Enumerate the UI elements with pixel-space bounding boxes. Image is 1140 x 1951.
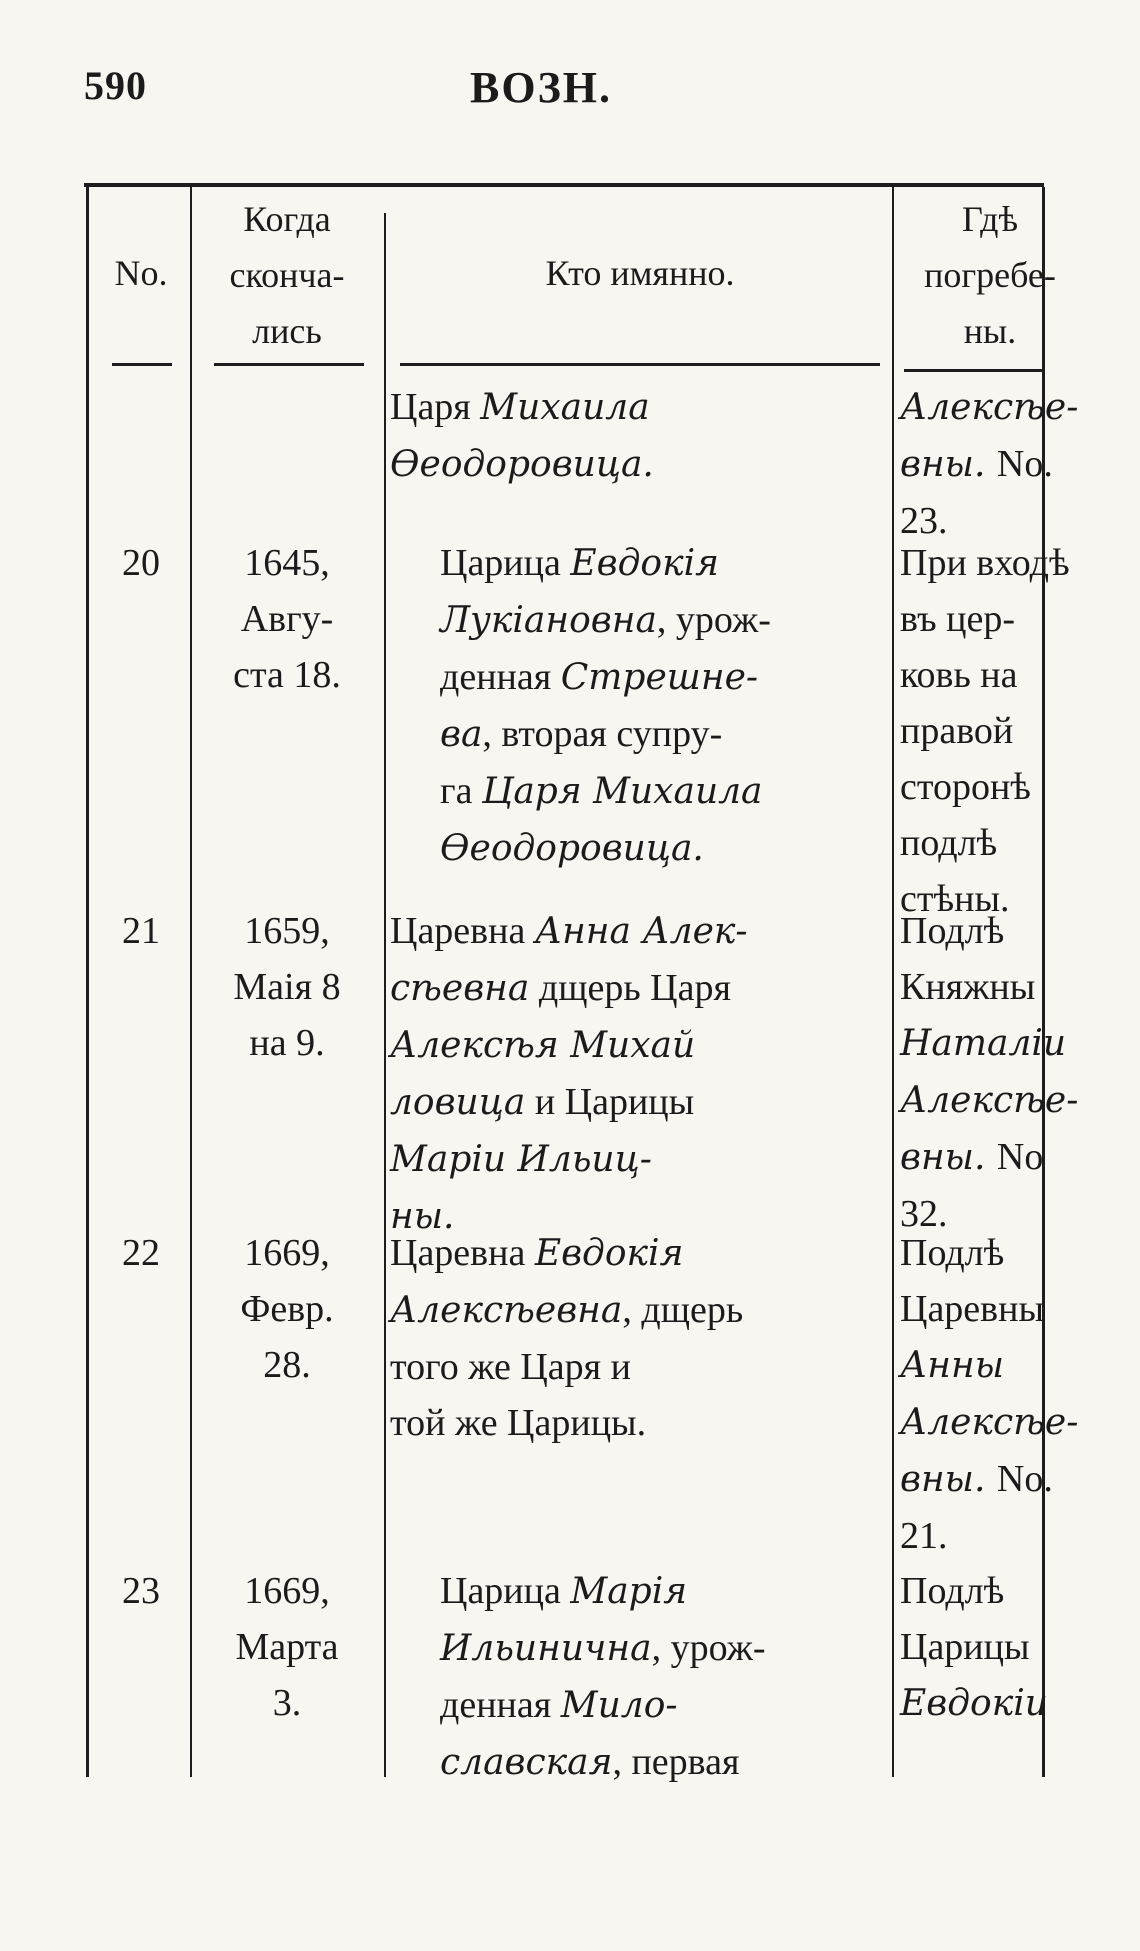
italic-span: Анны (900, 1345, 1005, 1386)
date-line: на 9. (249, 1022, 325, 1064)
italic-span: Ѳеодоровица. (440, 828, 704, 869)
roman-span: Царевны (900, 1288, 1044, 1330)
text-line (900, 1281, 1080, 1337)
roman-span: 21. (900, 1515, 948, 1557)
text-line (390, 960, 890, 1017)
text-line (390, 903, 890, 960)
column-header-line: No. (114, 253, 168, 293)
roman-span: No (996, 1136, 1044, 1178)
text-line (900, 1451, 1080, 1508)
table-header-rule-name (400, 363, 880, 366)
row-place (900, 1225, 1080, 1564)
text-line (900, 647, 1080, 703)
text-line (900, 1337, 1080, 1394)
italic-span: вны. (900, 1137, 997, 1178)
italic-span: ловица (390, 1082, 526, 1123)
text-line (440, 649, 890, 706)
roman-span: ковь на (900, 654, 1018, 696)
text-line (390, 1282, 890, 1339)
text-line (900, 1394, 1080, 1451)
text-line (900, 1072, 1080, 1129)
date-line: 1659, (244, 910, 330, 952)
roman-span: Подлѣ (900, 910, 1005, 952)
row-name (390, 1563, 890, 1791)
italic-span: вны. (900, 1459, 997, 1500)
column-header-where (900, 191, 1080, 359)
italic-span: Стрешне- (560, 657, 759, 698)
roman-span: , первая (612, 1741, 740, 1783)
row-date (197, 535, 377, 703)
roman-span: , вторая супру- (482, 713, 723, 755)
row-name (390, 1225, 890, 1451)
column-header-line: Когда (243, 199, 331, 239)
table-left-rule (86, 187, 89, 1777)
italic-span: Царя Михаила (481, 771, 763, 812)
italic-span: Михаила (480, 387, 650, 428)
date-line: Маія 8 (233, 966, 341, 1008)
italic-span: Мило- (560, 1685, 678, 1726)
text-line (440, 763, 890, 820)
text-line (900, 535, 1080, 591)
italic-span: Евдокія (570, 543, 719, 584)
italic-span: Маріи Ильиц- (390, 1139, 652, 1180)
roman-span: денная (440, 1684, 561, 1726)
text-line (900, 1675, 1080, 1732)
roman-span: Царицы (900, 1626, 1030, 1668)
roman-span: Подлѣ (900, 1570, 1005, 1612)
italic-span: ны. (390, 1196, 455, 1237)
roman-span: дщерь Царя (529, 967, 731, 1009)
date-line: 28. (263, 1344, 311, 1386)
continuation-place (900, 379, 1080, 549)
row-number: 21 (122, 910, 160, 952)
italic-span: Алексѣевна (390, 1290, 623, 1331)
table-header-rule-date (214, 363, 364, 366)
italic-span: Алексѣе- (900, 387, 1079, 428)
date-line: 1669, (244, 1232, 330, 1274)
roman-span: , урож- (656, 599, 771, 641)
date-line: ста 18. (233, 654, 341, 696)
row-date (197, 1225, 377, 1393)
roman-span: Царя (390, 386, 481, 428)
running-head: ВОЗН. (470, 63, 613, 112)
column-header-line: лись (252, 311, 322, 351)
roman-span: денная (440, 656, 561, 698)
roman-span: Подлѣ (900, 1232, 1005, 1274)
text-line (440, 535, 890, 592)
roman-span: въ цер- (900, 598, 1016, 640)
text-line (440, 1563, 890, 1620)
italic-span: Анна Алек- (534, 911, 748, 952)
column-header-who (390, 245, 890, 301)
burial-table (92, 183, 1079, 1783)
text-line (900, 759, 1080, 815)
table-header-rule-place (904, 369, 1044, 372)
italic-span: Евдокіи (900, 1683, 1048, 1724)
row-place (900, 535, 1080, 927)
row-number: 22 (122, 1232, 160, 1274)
text-line (900, 1225, 1080, 1281)
row-date (197, 1563, 377, 1731)
roman-span: , дщерь (622, 1289, 744, 1331)
roman-span: Княжны (900, 966, 1036, 1008)
text-line (390, 1339, 890, 1395)
text-line (440, 1620, 890, 1677)
table-col-rule-2 (384, 213, 386, 1777)
page-number: 590 (84, 63, 147, 108)
table-header-rule-no (112, 363, 172, 366)
roman-span: Царица (440, 1570, 571, 1612)
italic-span: Ѳеодоровица. (390, 444, 654, 485)
text-line (900, 1129, 1080, 1186)
text-line (900, 959, 1080, 1015)
text-line (900, 815, 1080, 871)
roman-span: No. (996, 1458, 1053, 1500)
date-line: 3. (272, 1682, 302, 1724)
italic-span: Алексѣя Михай (390, 1025, 696, 1066)
text-line (390, 1017, 890, 1074)
text-line (440, 1734, 890, 1791)
date-line: Авгу- (240, 598, 334, 640)
roman-span: , урож- (651, 1627, 766, 1669)
italic-span: Евдокія (534, 1233, 684, 1274)
row-place (900, 903, 1080, 1242)
text-line (900, 1015, 1080, 1072)
roman-span: 23. (900, 500, 948, 542)
column-header-when (197, 191, 377, 359)
roman-span: и Царицы (525, 1081, 695, 1123)
roman-span: той же Царицы. (390, 1402, 647, 1444)
text-line (440, 1677, 890, 1734)
text-line (390, 436, 890, 493)
column-header-line: Кто имянно. (545, 253, 735, 293)
italic-span: Марія (570, 1571, 688, 1612)
table-top-rule (84, 183, 1044, 187)
column-header-no (92, 245, 190, 301)
text-line (900, 903, 1080, 959)
italic-span: ва (440, 714, 483, 755)
italic-span: Алексѣе- (900, 1402, 1079, 1443)
text-line (900, 436, 1080, 493)
column-header-line: Гдѣ (962, 199, 1018, 239)
continuation-name (390, 379, 890, 493)
text-line (900, 1508, 1080, 1564)
text-line (390, 1131, 890, 1188)
text-line (900, 591, 1080, 647)
italic-span: сѣевна (390, 968, 530, 1009)
row-number: 20 (122, 542, 160, 584)
column-header-line: ны. (963, 311, 1017, 351)
roman-span: Царевна (390, 910, 535, 952)
date-line: 1645, (244, 542, 330, 584)
column-header-line: скончa- (229, 255, 345, 295)
roman-span: правой (900, 710, 1014, 752)
column-header-line: погребе- (924, 255, 1056, 295)
table-col-rule-3 (892, 187, 894, 1777)
roman-span: того же Царя и (390, 1346, 631, 1388)
italic-span: Ильинична (440, 1628, 652, 1669)
text-line (390, 1395, 890, 1451)
roman-span: No. (996, 443, 1053, 485)
text-line (900, 1563, 1080, 1619)
row-name (390, 903, 890, 1245)
roman-span: сторонѣ (900, 766, 1031, 808)
text-line (440, 706, 890, 763)
roman-span: стѣны. (900, 878, 1010, 920)
italic-span: Лукіановна (440, 600, 657, 641)
row-date (197, 903, 377, 1071)
roman-span: подлѣ (900, 822, 998, 864)
row-name (390, 535, 890, 877)
roman-span: Царевна (390, 1232, 535, 1274)
roman-span: Царица (440, 542, 571, 584)
roman-span: 32. (900, 1193, 948, 1235)
row-number: 23 (122, 1570, 160, 1612)
text-line (440, 592, 890, 649)
date-line: Марта (235, 1626, 339, 1668)
italic-span: Алексѣе- (900, 1080, 1079, 1121)
text-line (440, 820, 890, 877)
text-line (390, 1225, 890, 1282)
roman-span: При входѣ (900, 542, 1070, 584)
italic-span: славская (440, 1742, 613, 1783)
text-line (900, 379, 1080, 436)
text-line (390, 379, 890, 436)
italic-span: Наталіи (900, 1023, 1067, 1064)
row-place (900, 1563, 1080, 1732)
date-line: 1669, (244, 1570, 330, 1612)
text-line (900, 1619, 1080, 1675)
table-col-rule-1 (190, 187, 192, 1777)
roman-span: га (440, 770, 482, 812)
text-line (390, 1074, 890, 1131)
italic-span: вны. (900, 444, 997, 485)
text-line (900, 703, 1080, 759)
date-line: Февр. (240, 1288, 334, 1330)
